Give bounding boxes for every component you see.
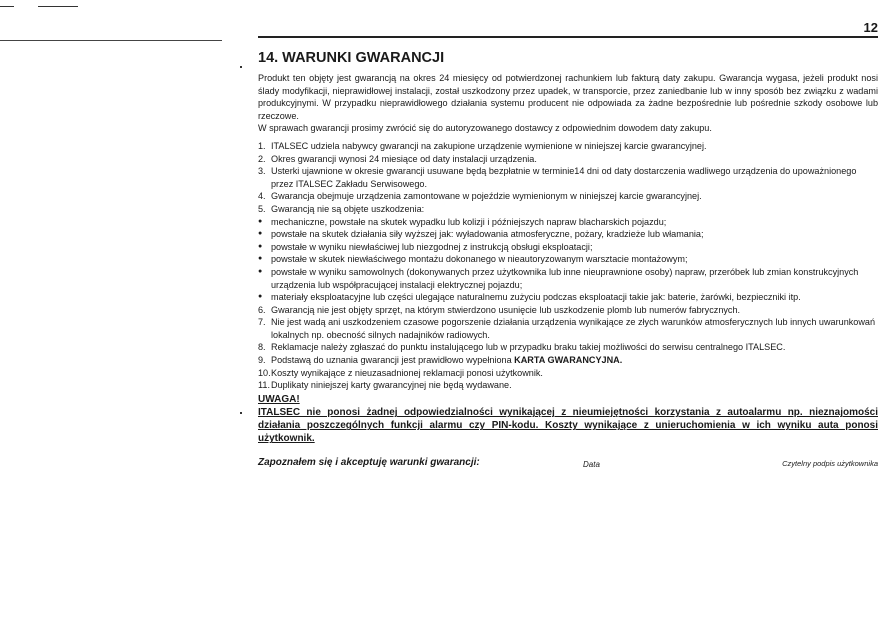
- item-text: Gwarancją nie są objęte uszkodzenia:: [271, 203, 425, 214]
- list-item: [258, 354, 878, 367]
- list-item: [258, 140, 878, 153]
- top-left-rule-2: [38, 6, 78, 7]
- bullet-icon: ●: [258, 267, 263, 275]
- item-text: materiały eksploatacyjne lub części ulegające naturalnemu zużyciu podczas eksploatacji takie jak: baterie, żarówki, bezpieczniki itp.: [271, 292, 801, 303]
- item-text: powstałe w skutek niewłaściwego montażu dokonanego w nieautoryzowanym warsztacie montażowym;: [271, 254, 688, 265]
- item-text: Duplikaty niniejszej karty gwarancyjnej nie będą wydawane.: [271, 380, 512, 391]
- list-item: [258, 253, 878, 266]
- bullet-icon: ●: [258, 230, 263, 238]
- item-text: powstałe w wyniku samowolnych (dokonywanych przez użytkownika lub inne nieuprawnione osoby) napraw, przeróbek lub zmian konstrukcyjnych urządzenia lub współpracującej instalacji elektrycznej pojazdu;: [271, 266, 859, 290]
- list-item: [258, 203, 878, 216]
- margin-mark: [240, 66, 242, 68]
- item-text: Gwarancją nie jest objęty sprzęt, na którym stwierdzono usunięcie lub uszkodzenie plomb lub numerów fabrycznych.: [271, 304, 741, 315]
- header-rule-left: [0, 40, 222, 41]
- item-text: powstałe na skutek działania siły wyższej jak: wyładowania atmosferyczne, pożary, kradzieże lub włamania;: [271, 229, 704, 240]
- list-item: [258, 228, 878, 241]
- acceptance-footer: [258, 457, 878, 477]
- list-item: [258, 379, 878, 392]
- item-text: mechaniczne, powstałe na skutek wypadku lub kolizji i późniejszych napraw blacharskich pojazdu;: [271, 216, 667, 227]
- date-label: Data: [583, 460, 600, 470]
- list-item: [258, 190, 878, 203]
- item-text: Gwarancja obejmuje urządzenia zamontowane w pojeździe wymienionym w niniejszej karcie gwarancyjnej.: [271, 191, 702, 202]
- intro-paragraph: W sprawach gwarancji prosimy zwrócić się do autoryzowanego dostawcy z odpowiednim dowodem daty zakupu.: [258, 123, 712, 134]
- item-number: 5.: [258, 203, 266, 214]
- item-number: 3.: [258, 166, 266, 177]
- page-number: 12: [863, 20, 878, 35]
- warning-heading: UWAGA!: [258, 393, 300, 405]
- top-left-rule-1: [0, 6, 14, 7]
- list-item: [258, 316, 878, 341]
- bullet-icon: ●: [258, 255, 263, 263]
- item-text: Usterki ujawnione w okresie gwarancji usuwane będą bezpłatnie w terminie14 dni od daty dostarczenia wadliwego urządzenia do upoważnionego przez ITALSEC Zakładu Serwisowego.: [271, 166, 857, 189]
- signature-label: Czytelny podpis użytkownika: [782, 459, 878, 469]
- list-item: [258, 367, 878, 380]
- item-text: Okres gwarancji wynosi 24 miesiące od daty instalacji urządzenia.: [271, 153, 537, 164]
- acceptance-statement: Zapoznałem się i akceptuję warunki gwarancji:: [258, 457, 480, 469]
- list-item: [258, 304, 878, 317]
- item-text-bold: KARTA GWARANCYJNA.: [514, 355, 623, 366]
- item-text: [271, 354, 878, 367]
- item-number: 9.: [258, 355, 266, 366]
- item-text-plain: Podstawą do uznania gwarancji jest prawidłowo wypełniona: [271, 355, 512, 366]
- item-number: 6.: [258, 304, 266, 315]
- warranty-terms-list: [258, 140, 878, 392]
- item-number: 8.: [258, 342, 266, 353]
- item-number: 4.: [258, 191, 266, 202]
- item-number: 2.: [258, 153, 266, 164]
- item-number: 1.: [258, 140, 266, 151]
- list-item: [258, 266, 878, 291]
- item-text: Koszty wynikające z nieuzasadnionej reklamacji ponosi użytkownik.: [271, 367, 543, 378]
- list-item: [258, 341, 878, 354]
- item-text: Nie jest wadą ani uszkodzeniem czasowe pogorszenie działania urządzenia wynikające ze złych warunków atmosferycznych lub innych uwarunkowań lokalnych np. obecność silnych nadajników radiowych.: [271, 317, 876, 340]
- list-item: [258, 241, 878, 254]
- bullet-icon: ●: [258, 242, 263, 250]
- list-item: [258, 153, 878, 166]
- item-number: 11.: [258, 380, 270, 391]
- list-item: [258, 291, 878, 304]
- header-rule-right: [258, 36, 878, 38]
- item-text: Reklamacje należy zgłaszać do punktu instalującego lub w przypadku braku takiej możliwości do serwisu centralnego ITALSEC.: [271, 342, 786, 353]
- intro-paragraph: Produkt ten objęty jest gwarancją na okres 24 miesięcy od potwierdzonej rachunkiem lub fakturą daty zakupu. Gwarancja wygasa, jeżeli produkt nosi ślady modyfikacji, nieprawidłowej instalacji, został uszkodzony przez upadek, w transporcie, przez zaniedbanie lub w inny sposób bez związku z wadami produkcyjnymi. W przypadku nieprawidłowego działania systemu producent nie odpowiada za żadne bezpośrednie lub pośrednie szkody osobowe lub rzeczowe.: [258, 73, 878, 121]
- document-content: [258, 50, 878, 477]
- margin-mark: [240, 412, 242, 414]
- item-text: ITALSEC udziela nabywcy gwarancji na zakupione urządzenie wymienione w niniejszej karcie gwarancyjnej.: [271, 140, 707, 151]
- item-number: 7.: [258, 317, 266, 328]
- list-item: [258, 216, 878, 229]
- item-number: 10.: [258, 367, 271, 378]
- section-title: 14. WARUNKI GWARANCJI: [258, 50, 445, 66]
- bullet-icon: ●: [258, 293, 263, 301]
- item-text: powstałe w wyniku niewłaściwej lub niezgodnej z instrukcją obsługi eksploatacji;: [271, 241, 593, 252]
- warning-text: ITALSEC nie ponosi żadnej odpowiedzialności wynikającej z nieumiejętności korzystania z autoalarmu np. nieznajomości działania poszczególnych funkcji alarmu czy PIN-kodu. Koszty wynikające z unieruchomienia w ich wyniku auta ponosi użytkownik.: [258, 407, 878, 445]
- bullet-icon: ●: [258, 217, 263, 225]
- list-item: [258, 165, 878, 190]
